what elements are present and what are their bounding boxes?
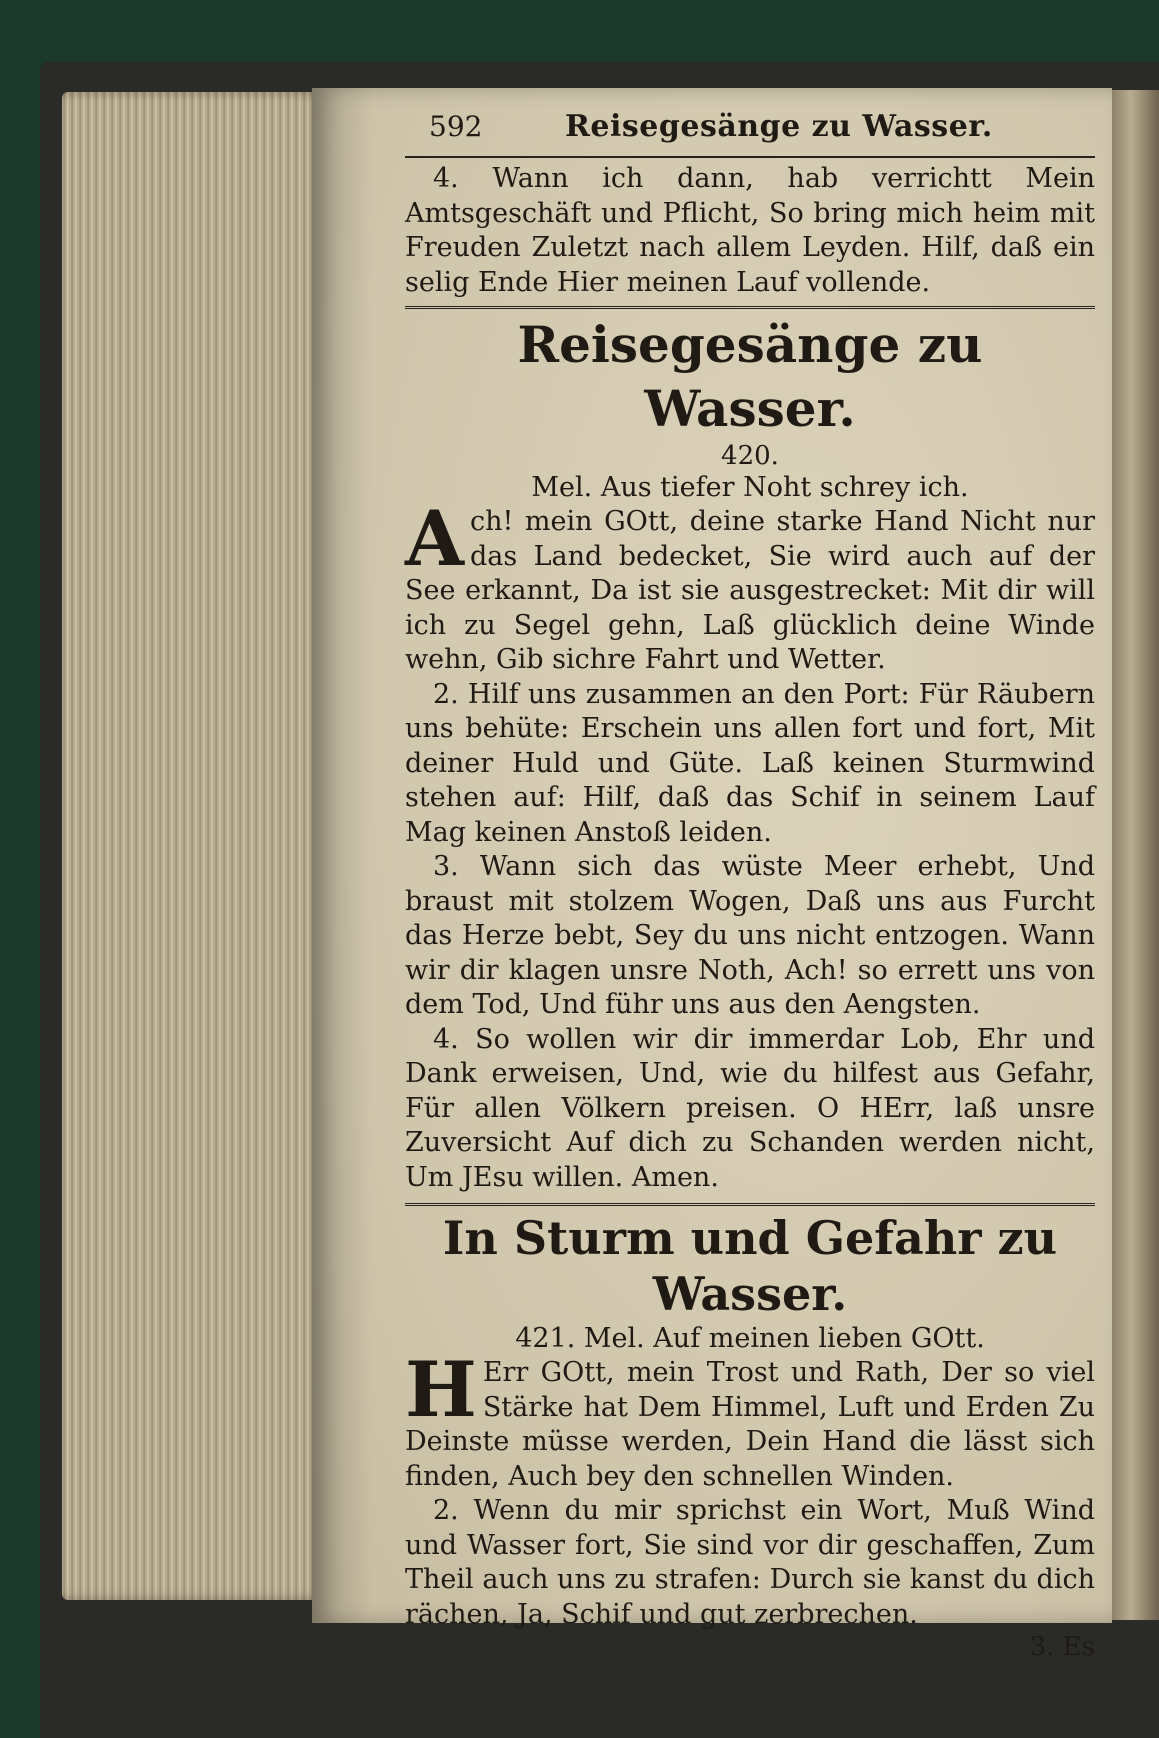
verse-420-3: 3. Wann sich das wüste Meer erhebt, Und braust mit stolzem Wogen, Daß uns aus Furcht das Herze bebt, Sey du uns nicht entzogen. Wann wir dir klagen unsre Noth, Ach! so errett uns von dem Tod, Und führ uns aus den Aengsten. (405, 851, 1095, 1020)
drop-cap: A (405, 494, 464, 583)
header-rule (405, 156, 1095, 158)
running-head (405, 110, 1095, 156)
hymn-number-420: 420. (721, 441, 779, 471)
verse-421-2: 2. Wenn du mir sprichst ein Wort, Muß Wind und Wasser fort, Sie sind vor dir geschaffen, Zum Theil auch uns zu strafen: Durch sie kanst du dich rächen, Ja, Schif und gut zerbrechen. (405, 1495, 1095, 1630)
melody-line-420: Mel. Aus tiefer Noht schrey ich. (531, 472, 969, 503)
page-text (405, 110, 1095, 1662)
verse-text: ch! mein GOtt, deine starke Hand Nicht nur das Land bedecket, Sie wird auch auf der See erkannt, Da ist sie ausgestrecket: Mit dir will ich zu Segel gehn, Laß glücklich deine Winde wehn, Gib sichre Fahrt und Wetter. (405, 506, 1095, 675)
verse-420-4: 4. So wollen wir dir immerdar Lob, Ehr und Dank erweisen, Und, wie du hilfest aus Gefahr, Für allen Völkern preisen. O HErr, laß unsre Zuversicht Auf dich zu Schanden werden nicht, Um JEsu willen. Amen. (405, 1023, 1095, 1193)
running-title: Reisegesänge zu Wasser. (565, 109, 993, 144)
section-rule-1 (405, 306, 1095, 309)
verse-text: Err GOtt, mein Trost und Rath, Der so viel Stärke hat Dem Himmel, Luft und Erden Zu Deinste müsse werden, Dein Hand die lässt sich finden, Auch bey den schnellen Winden. (405, 1357, 1095, 1492)
page-number: 592 (429, 110, 483, 143)
verse-prev-4: 4. Wann ich dann, hab verrichtt Mein Amtsgeschäft und Pflicht, So bring mich heim mit Freuden Zuletzt nach allem Leyden. Hilf, daß ein selig Ende Hier meinen Lauf vollende. (405, 163, 1095, 298)
facing-page-edge (1112, 90, 1159, 1620)
drop-cap: H (405, 1345, 477, 1434)
catchword: 3. Es (1029, 1632, 1095, 1662)
gutter-shadow (312, 88, 372, 1623)
section-rule-2 (405, 1203, 1095, 1206)
page-edges (62, 92, 324, 1600)
verse-421-1 (405, 1345, 1095, 1494)
section-title-1: Reisegesänge zu Wasser. (517, 315, 983, 438)
verse-420-2: 2. Hilf uns zusammen an den Port: Für Räubern uns behüte: Erschein uns allen fort und fort, Mit deiner Huld und Güte. Laß keinen Sturmwind stehen auf: Hilf, daß das Schif in seinem Lauf Mag keinen Anstoß leiden. (405, 678, 1095, 848)
verse-420-1 (405, 494, 1095, 678)
melody-line-421: 421. Mel. Auf meinen lieben GOtt. (515, 1323, 985, 1354)
section-title-2: In Sturm und Gefahr zu Wasser. (442, 1211, 1058, 1321)
